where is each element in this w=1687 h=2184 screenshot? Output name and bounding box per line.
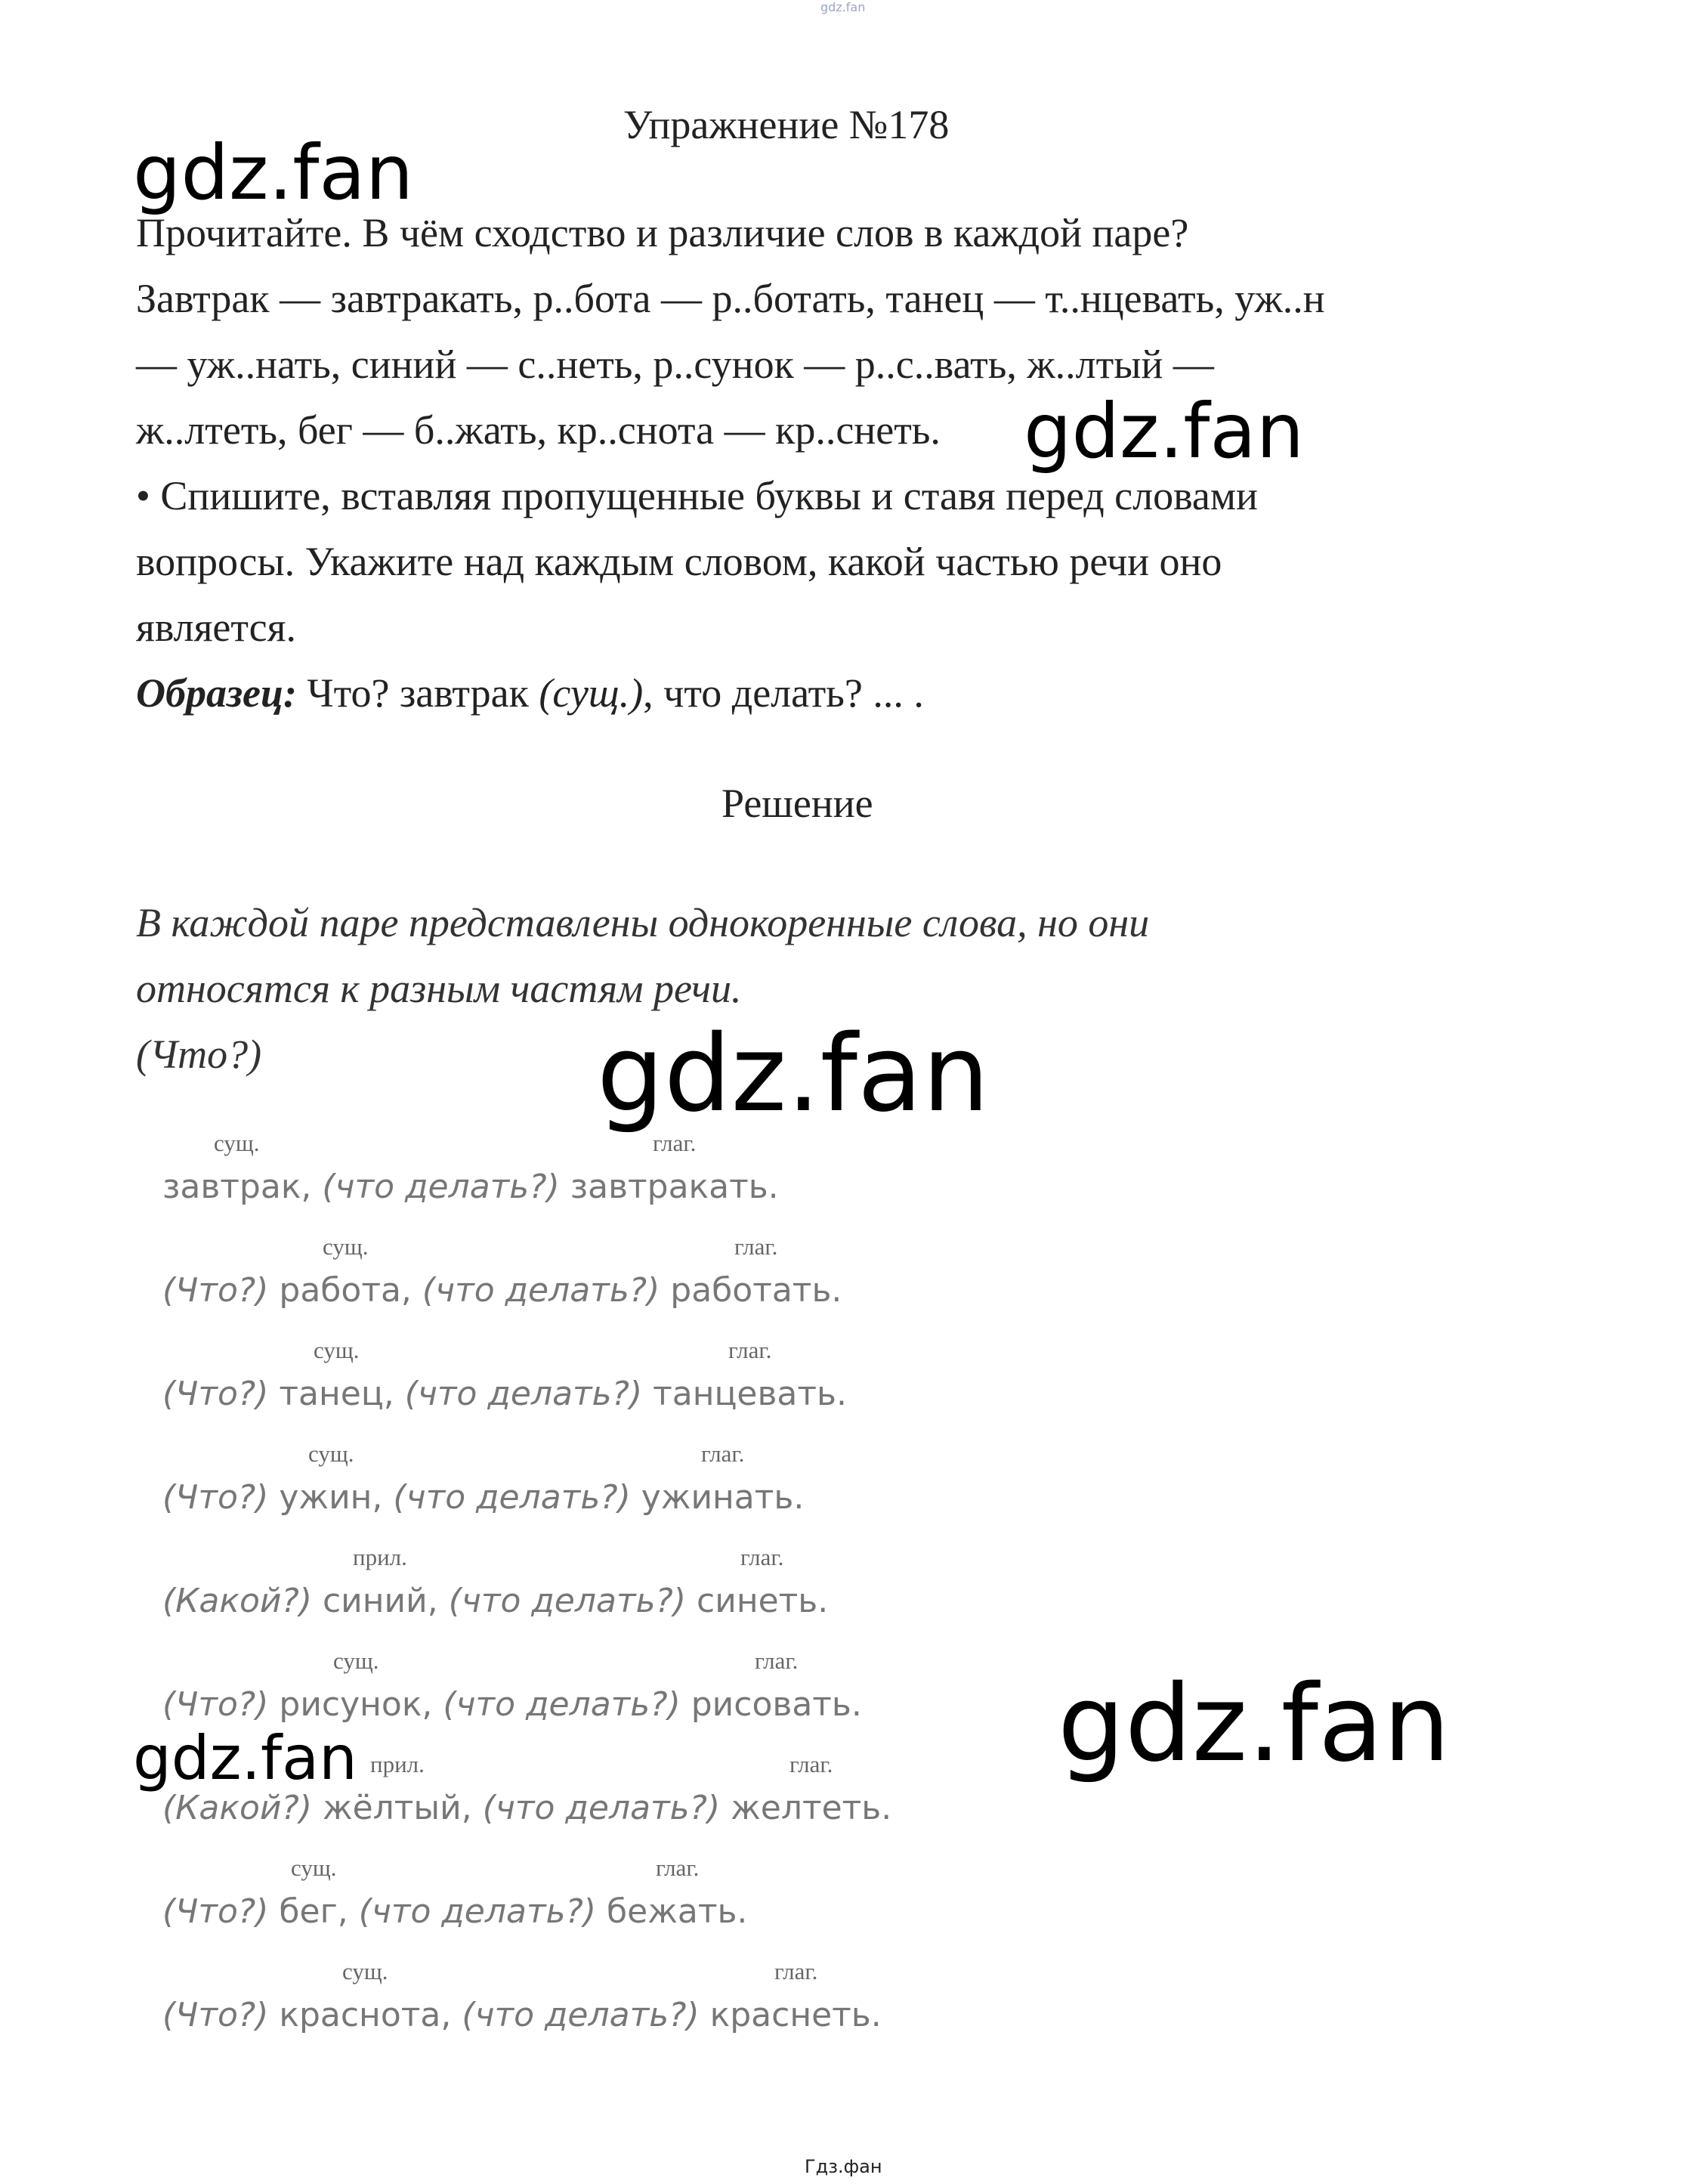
pos-label-1: сущ. xyxy=(333,1647,379,1674)
pos-label-1: сущ. xyxy=(308,1440,354,1467)
pos-label-1: сущ. xyxy=(323,1233,369,1260)
watermark-3: gdz.fan xyxy=(597,1013,990,1136)
pos-label-2: глаг. xyxy=(734,1233,778,1260)
answer-row xyxy=(162,1892,747,1931)
pos-label-2: глаг. xyxy=(774,1958,818,1984)
task-line: Завтрак — завтракать, р..бота — р..ботать, танец — т..нцевать, уж..н xyxy=(136,276,1325,321)
answer-word-2: желтеть. xyxy=(731,1789,892,1827)
answer-question: (Что?) xyxy=(162,1478,280,1517)
watermark-4: gdz.fan xyxy=(1058,1663,1451,1786)
task-line: — уж..нать, синий — с..неть, р..сунок — р..с..вать, ж..лтый — xyxy=(136,342,1214,387)
answer-word-1: танец, xyxy=(279,1375,394,1413)
pos-label-2: глаг. xyxy=(701,1440,745,1467)
answer-question-verb: (что делать?) xyxy=(394,1375,653,1413)
answer-question-verb: (что делать?) xyxy=(437,1582,697,1620)
answer-question: (Какой?) xyxy=(162,1789,323,1827)
answer-question: (Что?) xyxy=(162,1685,280,1724)
answer-word-2: работать. xyxy=(670,1271,842,1310)
answer-question-verb: (что делать?) xyxy=(471,1789,731,1827)
answer-word-2: завтракать. xyxy=(570,1168,779,1206)
task-text xyxy=(136,200,1325,726)
answer-question-verb: (что делать?) xyxy=(411,1271,671,1310)
page-title: Упражнение №178 xyxy=(623,102,950,147)
sample-italic: (сущ.) xyxy=(539,670,644,716)
answer-question: (Что?) xyxy=(162,1996,280,2034)
answer-question-verb: (что делать?) xyxy=(382,1478,641,1517)
answer-question: (Какой?) xyxy=(162,1582,323,1620)
answer-word-1: ужин, xyxy=(279,1478,383,1517)
answer-word-1: завтрак, xyxy=(162,1168,312,1206)
answer-word-1: рисунок, xyxy=(279,1685,433,1724)
answer-word-2: синеть. xyxy=(697,1582,829,1620)
pos-label-2: глаг. xyxy=(656,1855,700,1881)
pos-label-1: сущ. xyxy=(291,1855,337,1881)
task-line: Прочитайте. В чём сходство и различие слов в каждой паре? xyxy=(136,210,1189,255)
answer-row xyxy=(162,1478,804,1517)
pos-label-1: сущ. xyxy=(342,1958,388,1984)
pos-label-1: прил. xyxy=(353,1544,407,1570)
task-line: ж..лтеть, бег — б..жать, кр..снота — кр..снеть. xyxy=(136,407,941,453)
answer-question: (Что?) xyxy=(162,1271,280,1310)
answer-word-1: бег, xyxy=(279,1892,348,1931)
answer-question: (Что?) xyxy=(162,1375,280,1413)
pos-label-2: глаг. xyxy=(755,1647,799,1674)
task-line: вопросы. Укажите над каждым словом, какой частью речи оно xyxy=(136,539,1222,584)
pos-label-2: глаг. xyxy=(728,1337,772,1363)
answer-row xyxy=(162,1168,779,1206)
task-line: • Спишите, вставляя пропущенные буквы и ставя перед словами xyxy=(136,473,1258,518)
answer-word-1: жёлтый, xyxy=(322,1789,472,1827)
answer-question-verb: (что делать?) xyxy=(451,1996,710,2034)
pos-label-1: сущ. xyxy=(314,1337,360,1363)
answer-row xyxy=(162,1996,882,2034)
sample-text: Что? завтрак xyxy=(297,670,539,716)
answer-row xyxy=(162,1375,847,1413)
solution-intro-line: относятся к разным частям речи. xyxy=(136,966,742,1011)
watermark-5: gdz.fan xyxy=(133,1723,357,1793)
answer-word-2: бежать. xyxy=(607,1892,748,1931)
sample-line xyxy=(136,660,1325,726)
answer-question-verb: (что делать?) xyxy=(432,1685,691,1724)
answer-question-verb: (что делать?) xyxy=(348,1892,607,1931)
answer-word-2: танцевать. xyxy=(653,1375,847,1413)
answer-question-verb: (что делать?) xyxy=(311,1168,570,1206)
answer-word-1: синий, xyxy=(322,1582,438,1620)
watermark-1: gdz.fan xyxy=(133,128,414,217)
answer-word-2: ужинать. xyxy=(641,1478,805,1517)
solution-heading: Решение xyxy=(721,781,873,826)
pos-label-2: глаг. xyxy=(789,1751,833,1777)
answer-row xyxy=(162,1582,828,1620)
solution-intro-line: (Что?) xyxy=(136,1032,262,1077)
answer-word-1: работа, xyxy=(279,1271,412,1310)
pos-label-1: прил. xyxy=(370,1751,425,1777)
answer-word-1: краснота, xyxy=(279,1996,452,2034)
watermark-2: gdz.fan xyxy=(1024,387,1305,475)
pos-label-1: сущ. xyxy=(214,1130,260,1156)
top-watermark: gdz.fan xyxy=(820,0,866,14)
answer-word-2: краснеть. xyxy=(709,1996,882,2034)
footer: Гдз.фан xyxy=(805,2156,882,2177)
answer-word-2: рисовать. xyxy=(691,1685,862,1724)
solution-intro-line: В каждой паре представлены однокоренные слова, но они xyxy=(136,900,1150,945)
answer-row xyxy=(162,1271,842,1310)
pos-label-2: глаг. xyxy=(653,1130,697,1156)
solution-intro xyxy=(136,890,1149,1087)
answer-row xyxy=(162,1789,891,1827)
task-line: является. xyxy=(136,605,296,650)
answer-question: (Что?) xyxy=(162,1892,280,1931)
sample-text-end: , что делать? ... . xyxy=(643,670,924,716)
sample-label: Образец: xyxy=(136,670,297,716)
pos-label-2: глаг. xyxy=(740,1544,784,1570)
answer-row xyxy=(162,1685,862,1724)
